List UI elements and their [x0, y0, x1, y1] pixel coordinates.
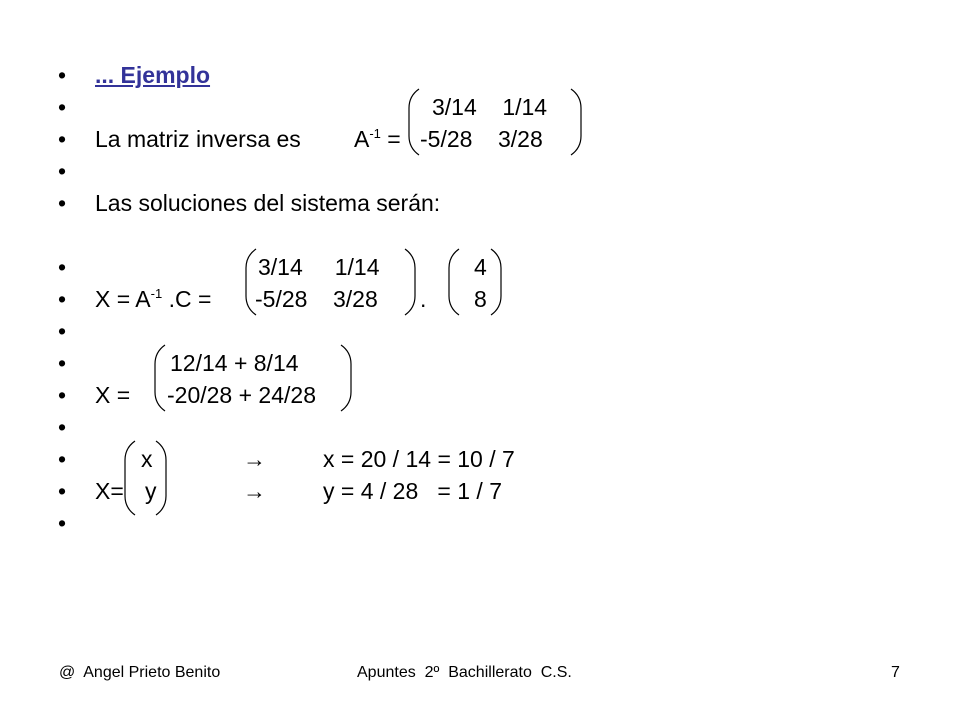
final-var: x [141, 446, 153, 472]
footer-author: @ Angel Prieto Benito [59, 664, 221, 681]
inverse-matrix-row: -5/28 3/28 [420, 126, 543, 152]
bullet: • [58, 414, 67, 440]
bullet: • [58, 126, 67, 152]
inverse-label: La matriz inversa es [95, 126, 301, 152]
bullet: • [58, 190, 67, 216]
bullet: • [58, 254, 67, 280]
slide-title: ... Ejemplo [95, 62, 211, 88]
result-row: 12/14 + 8/14 [170, 350, 299, 376]
matrix-right-bracket [404, 248, 416, 316]
solution-x: x = 20 / 14 = 10 / 7 [323, 446, 515, 472]
arrow-icon: → [243, 478, 266, 504]
result-lhs: X = [95, 382, 131, 408]
product-lhs: $X = A^{-1}$ .C = [95, 286, 212, 312]
arrow-icon: → [243, 446, 266, 472]
matrix-left-bracket [408, 88, 420, 156]
final-lhs: X= [95, 478, 124, 504]
bullet: • [58, 94, 67, 120]
bullet: • [58, 318, 67, 344]
footer-course: Apuntes 2º Bachillerato C.S. [357, 664, 572, 681]
vector-right-bracket [490, 248, 502, 316]
vector-value: 4 [474, 254, 487, 280]
page-number: 7 [891, 664, 900, 681]
bullet: • [58, 62, 67, 88]
solutions-text: Las soluciones del sistema serán: [95, 190, 441, 216]
inverse-lhs: $A^{-1}$ = [354, 126, 401, 152]
inverse-matrix-row: 3/14 1/14 [432, 94, 548, 120]
vector-value: 8 [474, 286, 487, 312]
bullet: • [58, 158, 67, 184]
bullet: • [58, 510, 67, 536]
product-matrix-row: -5/28 3/28 [255, 286, 378, 312]
bullet: • [58, 446, 67, 472]
product-matrix-row: 3/14 1/14 [258, 254, 380, 280]
solution-y: y = 4 / 28 = 1 / 7 [323, 478, 503, 504]
result-left-bracket [154, 344, 166, 412]
bullet: • [58, 382, 67, 408]
bullet: • [58, 286, 67, 312]
final-right-bracket [155, 440, 167, 516]
matrix-right-bracket [570, 88, 582, 156]
bullet: • [58, 478, 67, 504]
final-left-bracket [124, 440, 136, 516]
result-row: -20/28 + 24/28 [167, 382, 316, 408]
final-var: y [145, 478, 157, 504]
bullet: • [58, 350, 67, 376]
result-right-bracket [340, 344, 352, 412]
vector-left-bracket [448, 248, 460, 316]
product-dot: . [420, 286, 427, 312]
